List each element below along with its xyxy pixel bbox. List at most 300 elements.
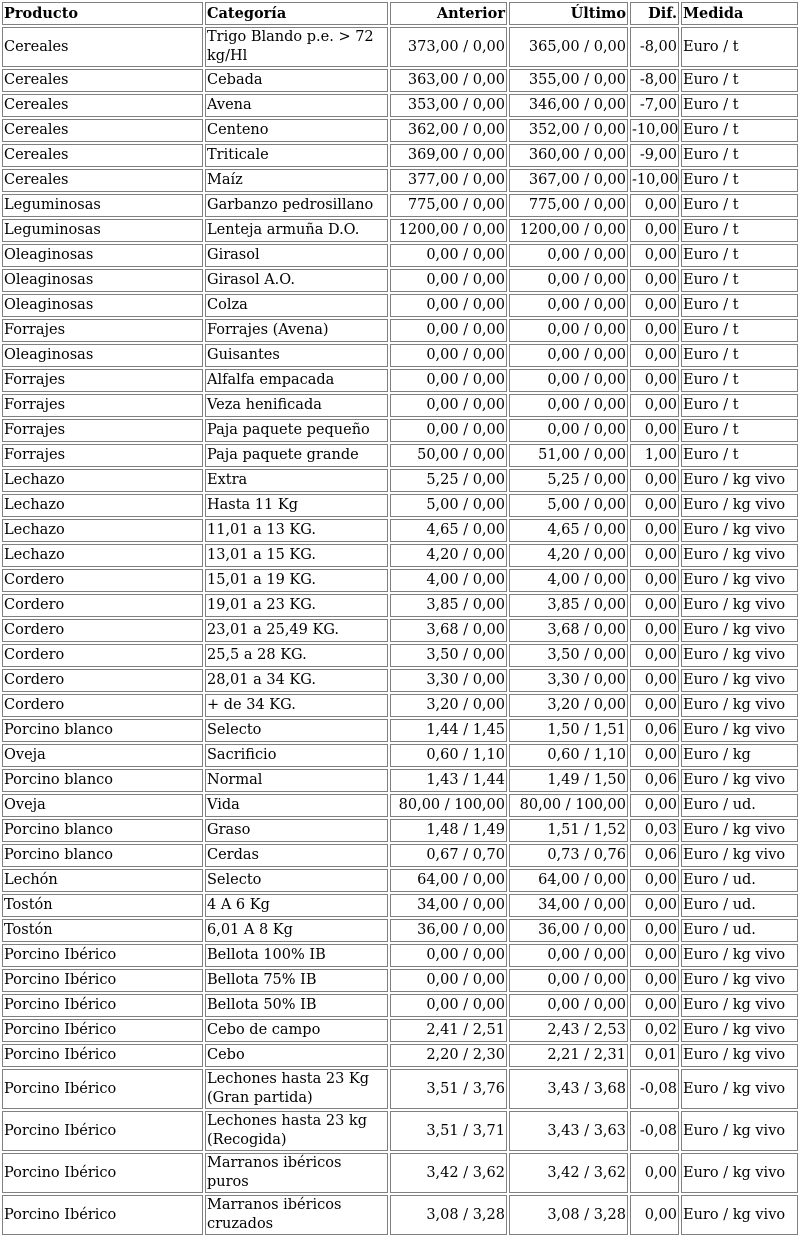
medida-cell: Euro / kg vivo: [681, 594, 798, 617]
table-row: [2, 944, 798, 967]
producto-cell: Leguminosas: [2, 194, 203, 217]
table-row: [2, 819, 798, 842]
table-row: [2, 644, 798, 667]
medida-cell: Euro / ud.: [681, 919, 798, 942]
dif-cell: 0,00: [630, 319, 679, 342]
categoria-cell: 25,5 a 28 KG.: [205, 644, 388, 667]
producto-cell: Porcino blanco: [2, 819, 203, 842]
categoria-cell: Bellota 100% IB: [205, 944, 388, 967]
producto-cell: Cereales: [2, 94, 203, 117]
ultimo-cell: 346,00 / 0,00: [509, 94, 628, 117]
producto-cell: Porcino blanco: [2, 719, 203, 742]
ultimo-cell: 0,00 / 0,00: [509, 969, 628, 992]
table-row: [2, 369, 798, 392]
medida-cell: Euro / t: [681, 319, 798, 342]
header-medida: Medida: [681, 2, 798, 25]
dif-cell: -8,00: [630, 69, 679, 92]
anterior-cell: 3,08 / 3,28: [390, 1195, 507, 1235]
anterior-cell: 64,00 / 0,00: [390, 869, 507, 892]
dif-cell: 0,00: [630, 794, 679, 817]
medida-cell: Euro / kg vivo: [681, 694, 798, 717]
categoria-cell: Alfalfa empacada: [205, 369, 388, 392]
dif-cell: 0,00: [630, 1153, 679, 1193]
anterior-cell: 2,41 / 2,51: [390, 1019, 507, 1042]
producto-cell: Lechazo: [2, 519, 203, 542]
producto-cell: Forrajes: [2, 394, 203, 417]
anterior-cell: 3,50 / 0,00: [390, 644, 507, 667]
anterior-cell: 0,00 / 0,00: [390, 319, 507, 342]
categoria-cell: Girasol A.O.: [205, 269, 388, 292]
producto-cell: Porcino blanco: [2, 844, 203, 867]
dif-cell: 0,00: [630, 544, 679, 567]
ultimo-cell: 0,00 / 0,00: [509, 319, 628, 342]
dif-cell: 0,00: [630, 494, 679, 517]
dif-cell: 0,00: [630, 869, 679, 892]
categoria-cell: 19,01 a 23 KG.: [205, 594, 388, 617]
dif-cell: 0,00: [630, 294, 679, 317]
anterior-cell: 4,20 / 0,00: [390, 544, 507, 567]
dif-cell: 0,00: [630, 894, 679, 917]
categoria-cell: Veza henificada: [205, 394, 388, 417]
table-row: [2, 569, 798, 592]
categoria-cell: Hasta 11 Kg: [205, 494, 388, 517]
categoria-cell: Garbanzo pedrosillano: [205, 194, 388, 217]
producto-cell: Oveja: [2, 744, 203, 767]
dif-cell: 0,00: [630, 394, 679, 417]
medida-cell: Euro / ud.: [681, 869, 798, 892]
medida-cell: Euro / kg: [681, 744, 798, 767]
producto-cell: Cereales: [2, 119, 203, 142]
table-row: [2, 219, 798, 242]
anterior-cell: 0,00 / 0,00: [390, 969, 507, 992]
anterior-cell: 3,30 / 0,00: [390, 669, 507, 692]
dif-cell: 0,00: [630, 919, 679, 942]
medida-cell: Euro / ud.: [681, 794, 798, 817]
table-row: [2, 194, 798, 217]
table-body: [2, 27, 798, 1235]
medida-cell: Euro / t: [681, 169, 798, 192]
ultimo-cell: 80,00 / 100,00: [509, 794, 628, 817]
producto-cell: Cordero: [2, 594, 203, 617]
medida-cell: Euro / kg vivo: [681, 619, 798, 642]
table-row: [2, 794, 798, 817]
categoria-cell: Cebo de campo: [205, 1019, 388, 1042]
ultimo-cell: 4,00 / 0,00: [509, 569, 628, 592]
anterior-cell: 3,20 / 0,00: [390, 694, 507, 717]
anterior-cell: 0,00 / 0,00: [390, 944, 507, 967]
dif-cell: 0,06: [630, 769, 679, 792]
producto-cell: Oveja: [2, 794, 203, 817]
table-row: [2, 844, 798, 867]
anterior-cell: 0,60 / 1,10: [390, 744, 507, 767]
categoria-cell: Paja paquete pequeño: [205, 419, 388, 442]
ultimo-cell: 3,08 / 3,28: [509, 1195, 628, 1235]
categoria-cell: Girasol: [205, 244, 388, 267]
dif-cell: -10,00: [630, 169, 679, 192]
table-row: [2, 719, 798, 742]
producto-cell: Cereales: [2, 27, 203, 67]
table-row: [2, 769, 798, 792]
anterior-cell: 50,00 / 0,00: [390, 444, 507, 467]
medida-cell: Euro / kg vivo: [681, 1019, 798, 1042]
ultimo-cell: 3,30 / 0,00: [509, 669, 628, 692]
medida-cell: Euro / kg vivo: [681, 544, 798, 567]
header-row: [2, 2, 798, 25]
ultimo-cell: 0,73 / 0,76: [509, 844, 628, 867]
anterior-cell: 0,00 / 0,00: [390, 394, 507, 417]
categoria-cell: Cerdas: [205, 844, 388, 867]
anterior-cell: 4,00 / 0,00: [390, 569, 507, 592]
ultimo-cell: 0,00 / 0,00: [509, 944, 628, 967]
medida-cell: Euro / t: [681, 244, 798, 267]
medida-cell: Euro / t: [681, 94, 798, 117]
medida-cell: Euro / t: [681, 269, 798, 292]
medida-cell: Euro / kg vivo: [681, 1195, 798, 1235]
dif-cell: 0,06: [630, 719, 679, 742]
categoria-cell: Triticale: [205, 144, 388, 167]
table-row: [2, 994, 798, 1017]
ultimo-cell: 0,00 / 0,00: [509, 394, 628, 417]
producto-cell: Tostón: [2, 894, 203, 917]
table-row: [2, 244, 798, 267]
categoria-cell: Vida: [205, 794, 388, 817]
table-row: [2, 444, 798, 467]
ultimo-cell: 64,00 / 0,00: [509, 869, 628, 892]
dif-cell: 0,03: [630, 819, 679, 842]
categoria-cell: 6,01 A 8 Kg: [205, 919, 388, 942]
medida-cell: Euro / kg vivo: [681, 469, 798, 492]
ultimo-cell: 51,00 / 0,00: [509, 444, 628, 467]
producto-cell: Porcino blanco: [2, 769, 203, 792]
anterior-cell: 0,67 / 0,70: [390, 844, 507, 867]
medida-cell: Euro / kg vivo: [681, 1044, 798, 1067]
anterior-cell: 353,00 / 0,00: [390, 94, 507, 117]
producto-cell: Lechazo: [2, 494, 203, 517]
producto-cell: Cordero: [2, 619, 203, 642]
producto-cell: Porcino Ibérico: [2, 1153, 203, 1193]
table-row: [2, 319, 798, 342]
anterior-cell: 5,25 / 0,00: [390, 469, 507, 492]
header-ultimo: Último: [509, 2, 628, 25]
medida-cell: Euro / t: [681, 394, 798, 417]
categoria-cell: 28,01 a 34 KG.: [205, 669, 388, 692]
ultimo-cell: 365,00 / 0,00: [509, 27, 628, 67]
producto-cell: Forrajes: [2, 369, 203, 392]
medida-cell: Euro / t: [681, 27, 798, 67]
anterior-cell: 2,20 / 2,30: [390, 1044, 507, 1067]
dif-cell: 0,01: [630, 1044, 679, 1067]
table-row: [2, 69, 798, 92]
dif-cell: 0,06: [630, 844, 679, 867]
medida-cell: Euro / t: [681, 444, 798, 467]
categoria-cell: 15,01 a 19 KG.: [205, 569, 388, 592]
anterior-cell: 369,00 / 0,00: [390, 144, 507, 167]
table-row: [2, 594, 798, 617]
categoria-cell: 13,01 a 15 KG.: [205, 544, 388, 567]
producto-cell: Porcino Ibérico: [2, 1195, 203, 1235]
producto-cell: Cereales: [2, 169, 203, 192]
table-row: [2, 519, 798, 542]
anterior-cell: 377,00 / 0,00: [390, 169, 507, 192]
table-row: [2, 694, 798, 717]
medida-cell: Euro / kg vivo: [681, 844, 798, 867]
dif-cell: 0,00: [630, 1195, 679, 1235]
table-row: [2, 344, 798, 367]
categoria-cell: Centeno: [205, 119, 388, 142]
categoria-cell: 23,01 a 25,49 KG.: [205, 619, 388, 642]
categoria-cell: Maíz: [205, 169, 388, 192]
anterior-cell: 5,00 / 0,00: [390, 494, 507, 517]
medida-cell: Euro / kg vivo: [681, 719, 798, 742]
categoria-cell: Marranos ibéricos cruzados: [205, 1195, 388, 1235]
producto-cell: Forrajes: [2, 444, 203, 467]
categoria-cell: Normal: [205, 769, 388, 792]
table-row: [2, 969, 798, 992]
table-row: [2, 94, 798, 117]
table-row: [2, 269, 798, 292]
anterior-cell: 0,00 / 0,00: [390, 994, 507, 1017]
medida-cell: Euro / kg vivo: [681, 669, 798, 692]
ultimo-cell: 3,43 / 3,63: [509, 1111, 628, 1151]
medida-cell: Euro / kg vivo: [681, 494, 798, 517]
anterior-cell: 3,42 / 3,62: [390, 1153, 507, 1193]
anterior-cell: 1200,00 / 0,00: [390, 219, 507, 242]
anterior-cell: 3,68 / 0,00: [390, 619, 507, 642]
table-row: [2, 394, 798, 417]
table-row: [2, 869, 798, 892]
producto-cell: Oleaginosas: [2, 344, 203, 367]
anterior-cell: 3,51 / 3,76: [390, 1069, 507, 1109]
dif-cell: 0,00: [630, 594, 679, 617]
dif-cell: 0,00: [630, 744, 679, 767]
ultimo-cell: 2,21 / 2,31: [509, 1044, 628, 1067]
medida-cell: Euro / t: [681, 419, 798, 442]
medida-cell: Euro / ud.: [681, 894, 798, 917]
producto-cell: Cereales: [2, 69, 203, 92]
producto-cell: Oleaginosas: [2, 244, 203, 267]
dif-cell: -10,00: [630, 119, 679, 142]
ultimo-cell: 3,68 / 0,00: [509, 619, 628, 642]
anterior-cell: 1,48 / 1,49: [390, 819, 507, 842]
producto-cell: Forrajes: [2, 319, 203, 342]
medida-cell: Euro / kg vivo: [681, 1111, 798, 1151]
categoria-cell: Bellota 50% IB: [205, 994, 388, 1017]
table-row: [2, 1111, 798, 1151]
anterior-cell: 4,65 / 0,00: [390, 519, 507, 542]
ultimo-cell: 5,00 / 0,00: [509, 494, 628, 517]
ultimo-cell: 352,00 / 0,00: [509, 119, 628, 142]
dif-cell: 0,00: [630, 469, 679, 492]
table-row: [2, 744, 798, 767]
dif-cell: 0,00: [630, 619, 679, 642]
categoria-cell: + de 34 KG.: [205, 694, 388, 717]
categoria-cell: Guisantes: [205, 344, 388, 367]
table-row: [2, 544, 798, 567]
anterior-cell: 1,44 / 1,45: [390, 719, 507, 742]
dif-cell: 0,00: [630, 219, 679, 242]
producto-cell: Cereales: [2, 144, 203, 167]
table-row: [2, 27, 798, 67]
medida-cell: Euro / t: [681, 344, 798, 367]
ultimo-cell: 36,00 / 0,00: [509, 919, 628, 942]
anterior-cell: 0,00 / 0,00: [390, 244, 507, 267]
anterior-cell: 0,00 / 0,00: [390, 294, 507, 317]
ultimo-cell: 2,43 / 2,53: [509, 1019, 628, 1042]
categoria-cell: Extra: [205, 469, 388, 492]
dif-cell: 0,00: [630, 969, 679, 992]
anterior-cell: 775,00 / 0,00: [390, 194, 507, 217]
ultimo-cell: 0,00 / 0,00: [509, 419, 628, 442]
categoria-cell: Selecto: [205, 869, 388, 892]
anterior-cell: 373,00 / 0,00: [390, 27, 507, 67]
categoria-cell: Lechones hasta 23 kg (Recogida): [205, 1111, 388, 1151]
table-row: [2, 1069, 798, 1109]
ultimo-cell: 775,00 / 0,00: [509, 194, 628, 217]
table-row: [2, 419, 798, 442]
medida-cell: Euro / kg vivo: [681, 944, 798, 967]
medida-cell: Euro / kg vivo: [681, 1069, 798, 1109]
anterior-cell: 363,00 / 0,00: [390, 69, 507, 92]
producto-cell: Porcino Ibérico: [2, 994, 203, 1017]
anterior-cell: 0,00 / 0,00: [390, 269, 507, 292]
ultimo-cell: 3,85 / 0,00: [509, 594, 628, 617]
ultimo-cell: 0,60 / 1,10: [509, 744, 628, 767]
dif-cell: 0,00: [630, 244, 679, 267]
categoria-cell: Marranos ibéricos puros: [205, 1153, 388, 1193]
producto-cell: Porcino Ibérico: [2, 1111, 203, 1151]
table-row: [2, 1019, 798, 1042]
medida-cell: Euro / kg vivo: [681, 519, 798, 542]
anterior-cell: 362,00 / 0,00: [390, 119, 507, 142]
dif-cell: 0,00: [630, 369, 679, 392]
producto-cell: Oleaginosas: [2, 269, 203, 292]
anterior-cell: 0,00 / 0,00: [390, 419, 507, 442]
producto-cell: Porcino Ibérico: [2, 1044, 203, 1067]
table-row: [2, 469, 798, 492]
anterior-cell: 3,51 / 3,71: [390, 1111, 507, 1151]
table-row: [2, 1153, 798, 1193]
table-row: [2, 619, 798, 642]
dif-cell: 0,00: [630, 944, 679, 967]
producto-cell: Porcino Ibérico: [2, 944, 203, 967]
medida-cell: Euro / kg vivo: [681, 644, 798, 667]
anterior-cell: 34,00 / 0,00: [390, 894, 507, 917]
dif-cell: 0,00: [630, 644, 679, 667]
ultimo-cell: 4,20 / 0,00: [509, 544, 628, 567]
anterior-cell: 36,00 / 0,00: [390, 919, 507, 942]
ultimo-cell: 0,00 / 0,00: [509, 244, 628, 267]
anterior-cell: 0,00 / 0,00: [390, 344, 507, 367]
categoria-cell: Lechones hasta 23 Kg (Gran partida): [205, 1069, 388, 1109]
producto-cell: Forrajes: [2, 419, 203, 442]
categoria-cell: Colza: [205, 294, 388, 317]
medida-cell: Euro / kg vivo: [681, 819, 798, 842]
producto-cell: Oleaginosas: [2, 294, 203, 317]
table-row: [2, 169, 798, 192]
categoria-cell: 11,01 a 13 KG.: [205, 519, 388, 542]
table-row: [2, 1195, 798, 1235]
header-dif: Dif.: [630, 2, 679, 25]
ultimo-cell: 1,51 / 1,52: [509, 819, 628, 842]
ultimo-cell: 3,20 / 0,00: [509, 694, 628, 717]
ultimo-cell: 360,00 / 0,00: [509, 144, 628, 167]
producto-cell: Cordero: [2, 694, 203, 717]
anterior-cell: 80,00 / 100,00: [390, 794, 507, 817]
header-producto: Producto: [2, 2, 203, 25]
producto-cell: Lechón: [2, 869, 203, 892]
ultimo-cell: 0,00 / 0,00: [509, 294, 628, 317]
medida-cell: Euro / t: [681, 194, 798, 217]
dif-cell: 0,00: [630, 669, 679, 692]
categoria-cell: Paja paquete grande: [205, 444, 388, 467]
producto-cell: Cordero: [2, 569, 203, 592]
ultimo-cell: 4,65 / 0,00: [509, 519, 628, 542]
categoria-cell: 4 A 6 Kg: [205, 894, 388, 917]
dif-cell: 1,00: [630, 444, 679, 467]
ultimo-cell: 3,50 / 0,00: [509, 644, 628, 667]
producto-cell: Lechazo: [2, 469, 203, 492]
dif-cell: -0,08: [630, 1069, 679, 1109]
ultimo-cell: 1200,00 / 0,00: [509, 219, 628, 242]
table-row: [2, 1044, 798, 1067]
anterior-cell: 0,00 / 0,00: [390, 369, 507, 392]
categoria-cell: Bellota 75% IB: [205, 969, 388, 992]
ultimo-cell: 34,00 / 0,00: [509, 894, 628, 917]
dif-cell: 0,00: [630, 994, 679, 1017]
header-anterior: Anterior: [390, 2, 507, 25]
categoria-cell: Selecto: [205, 719, 388, 742]
medida-cell: Euro / t: [681, 144, 798, 167]
dif-cell: 0,00: [630, 694, 679, 717]
ultimo-cell: 5,25 / 0,00: [509, 469, 628, 492]
categoria-cell: Cebo: [205, 1044, 388, 1067]
categoria-cell: Forrajes (Avena): [205, 319, 388, 342]
dif-cell: 0,00: [630, 269, 679, 292]
dif-cell: 0,00: [630, 344, 679, 367]
producto-cell: Tostón: [2, 919, 203, 942]
anterior-cell: 1,43 / 1,44: [390, 769, 507, 792]
ultimo-cell: 0,00 / 0,00: [509, 344, 628, 367]
categoria-cell: Avena: [205, 94, 388, 117]
ultimo-cell: 3,43 / 3,68: [509, 1069, 628, 1109]
categoria-cell: Graso: [205, 819, 388, 842]
producto-cell: Porcino Ibérico: [2, 969, 203, 992]
dif-cell: 0,00: [630, 519, 679, 542]
dif-cell: -7,00: [630, 94, 679, 117]
anterior-cell: 3,85 / 0,00: [390, 594, 507, 617]
medida-cell: Euro / kg vivo: [681, 1153, 798, 1193]
categoria-cell: Trigo Blando p.e. > 72 kg/Hl: [205, 27, 388, 67]
dif-cell: -9,00: [630, 144, 679, 167]
dif-cell: -8,00: [630, 27, 679, 67]
producto-cell: Porcino Ibérico: [2, 1019, 203, 1042]
ultimo-cell: 3,42 / 3,62: [509, 1153, 628, 1193]
producto-cell: Lechazo: [2, 544, 203, 567]
table-row: [2, 669, 798, 692]
dif-cell: 0,02: [630, 1019, 679, 1042]
medida-cell: Euro / t: [681, 69, 798, 92]
ultimo-cell: 0,00 / 0,00: [509, 994, 628, 1017]
producto-cell: Cordero: [2, 644, 203, 667]
table-row: [2, 119, 798, 142]
dif-cell: 0,00: [630, 419, 679, 442]
producto-cell: Porcino Ibérico: [2, 1069, 203, 1109]
categoria-cell: Cebada: [205, 69, 388, 92]
medida-cell: Euro / kg vivo: [681, 769, 798, 792]
medida-cell: Euro / t: [681, 294, 798, 317]
producto-cell: Cordero: [2, 669, 203, 692]
dif-cell: 0,00: [630, 194, 679, 217]
